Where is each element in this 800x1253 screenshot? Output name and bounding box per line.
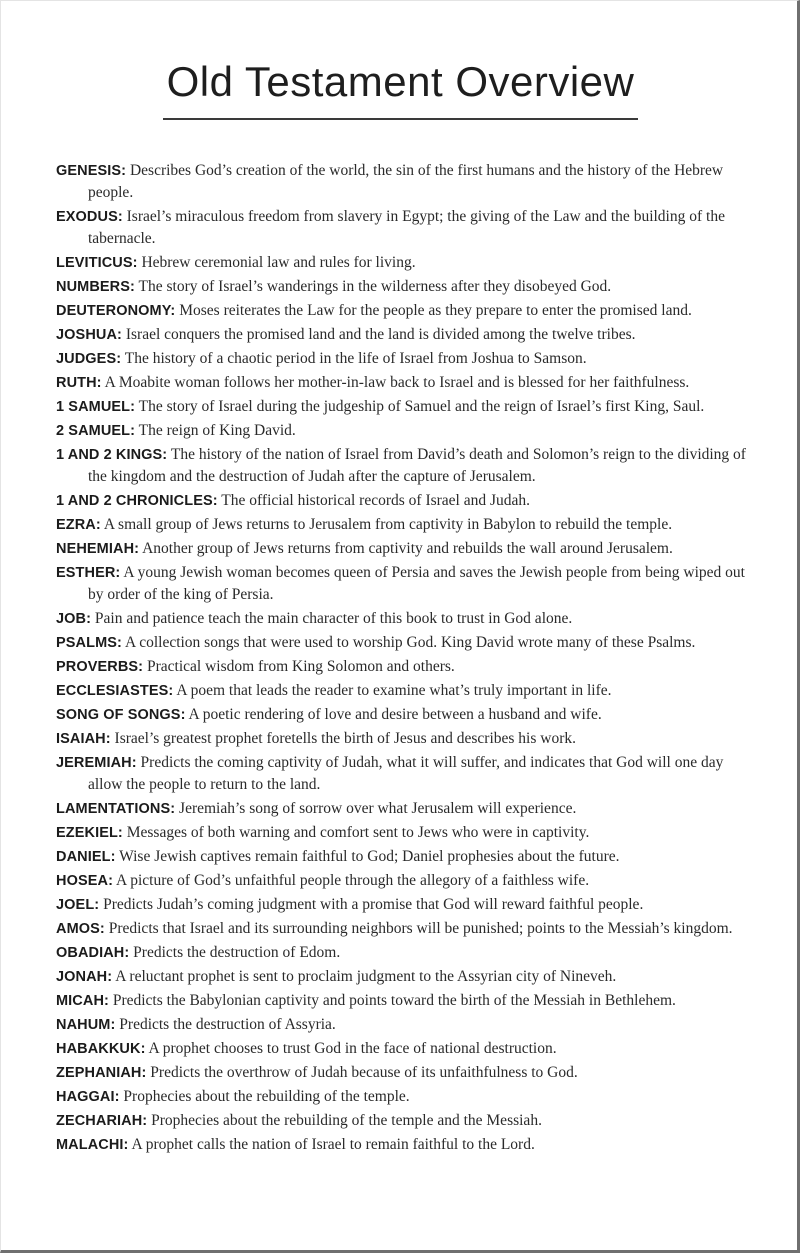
book-entry	[56, 1062, 750, 1084]
book-name: ZEPHANIAH:	[56, 1065, 147, 1082]
book-name: JEREMIAH:	[56, 755, 137, 772]
book-entry	[56, 206, 750, 250]
book-entry	[56, 300, 750, 322]
book-description: Predicts the coming captivity of Judah, what it will suffer, and indicates that God will one day allow the people to return to the land.	[88, 754, 724, 794]
book-name: JOEL:	[56, 897, 100, 914]
book-entry	[56, 656, 750, 678]
book-name: HOSEA:	[56, 873, 113, 890]
book-name: ECCLESIASTES:	[56, 683, 174, 700]
book-name: LEVITICUS:	[56, 255, 138, 272]
book-description: Predicts the destruction of Edom.	[133, 944, 341, 962]
book-entry	[56, 1110, 750, 1132]
book-entry	[56, 514, 750, 536]
book-description: The official historical records of Israel and Judah.	[221, 492, 531, 510]
book-name: EXODUS:	[56, 209, 123, 226]
book-description: Israel’s miraculous freedom from slavery in Egypt; the giving of the Law and the building of the tabernacle.	[88, 208, 725, 248]
book-description: Describes God’s creation of the world, the sin of the first humans and the history of the Hebrew people.	[88, 162, 724, 202]
book-name: OBADIAH:	[56, 945, 130, 962]
book-entry	[56, 1014, 750, 1036]
book-description: A Moabite woman follows her mother-in-law back to Israel and is blessed for her faithfulness.	[104, 374, 690, 392]
book-description: A reluctant prophet is sent to proclaim judgment to the Assyrian city of Nineveh.	[115, 968, 617, 986]
book-list	[56, 160, 750, 1156]
book-description: The history of the nation of Israel from David’s death and Solomon’s reign to the dividing of the kingdom and the destruction of Judah after the capture of Jerusalem.	[88, 446, 746, 486]
book-entry	[56, 252, 750, 274]
book-entry	[56, 990, 750, 1012]
book-name: DEUTERONOMY:	[56, 303, 176, 320]
book-name: NAHUM:	[56, 1017, 116, 1034]
book-name: PROVERBS:	[56, 659, 144, 676]
book-description: Wise Jewish captives remain faithful to God; Daniel prophesies about the future.	[119, 848, 620, 866]
book-name: GENESIS:	[56, 163, 127, 180]
book-name: MICAH:	[56, 993, 109, 1010]
book-name: JUDGES:	[56, 351, 122, 368]
book-entry	[56, 1134, 750, 1156]
book-name: ZECHARIAH:	[56, 1113, 148, 1130]
book-entry	[56, 562, 750, 606]
book-description: A prophet chooses to trust God in the face of national destruction.	[148, 1040, 557, 1058]
book-entry	[56, 420, 750, 442]
book-description: Prophecies about the rebuilding of the temple and the Messiah.	[151, 1112, 542, 1130]
book-entry	[56, 396, 750, 418]
book-name: HABAKKUK:	[56, 1041, 146, 1058]
book-entry	[56, 680, 750, 702]
book-name: ESTHER:	[56, 565, 121, 582]
book-name: 2 SAMUEL:	[56, 423, 136, 440]
book-description: Moses reiterates the Law for the people as they prepare to enter the promised land.	[179, 302, 692, 320]
book-description: A poem that leads the reader to examine what’s truly important in life.	[176, 682, 612, 700]
book-entry	[56, 728, 750, 750]
book-description: Another group of Jews returns from captivity and rebuilds the wall around Jerusalem.	[142, 540, 673, 558]
book-description: Predicts Judah’s coming judgment with a promise that God will reward faithful people.	[103, 896, 644, 914]
book-description: The history of a chaotic period in the life of Israel from Joshua to Samson.	[124, 350, 587, 368]
book-entry	[56, 704, 750, 726]
book-entry	[56, 798, 750, 820]
book-entry	[56, 608, 750, 630]
book-entry	[56, 372, 750, 394]
book-name: LAMENTATIONS:	[56, 801, 176, 818]
book-entry	[56, 752, 750, 796]
book-entry	[56, 966, 750, 988]
book-entry	[56, 444, 750, 488]
book-name: EZEKIEL:	[56, 825, 123, 842]
book-description: A collection songs that were used to worship God. King David wrote many of these Psalms.	[124, 634, 696, 652]
book-entry	[56, 348, 750, 370]
book-entry	[56, 942, 750, 964]
book-name: JOSHUA:	[56, 327, 122, 344]
book-description: A prophet calls the nation of Israel to remain faithful to the Lord.	[131, 1136, 535, 1154]
book-description: A small group of Jews returns to Jerusalem from captivity in Babylon to rebuild the temple.	[103, 516, 673, 534]
book-description: Jeremiah’s song of sorrow over what Jerusalem will experience.	[179, 800, 577, 818]
book-description: A poetic rendering of love and desire between a husband and wife.	[188, 706, 602, 724]
book-description: A picture of God’s unfaithful people through the allegory of a faithless wife.	[116, 872, 590, 890]
title-block	[56, 59, 745, 120]
book-entry	[56, 1086, 750, 1108]
book-name: EZRA:	[56, 517, 101, 534]
book-entry	[56, 894, 750, 916]
book-description: Messages of both warning and comfort sent to Jews who were in captivity.	[126, 824, 590, 842]
book-description: Hebrew ceremonial law and rules for living.	[141, 254, 416, 272]
book-description: The story of Israel’s wanderings in the wilderness after they disobeyed God.	[138, 278, 612, 296]
book-name: DANIEL:	[56, 849, 116, 866]
book-name: 1 AND 2 CHRONICLES:	[56, 493, 218, 510]
book-name: 1 SAMUEL:	[56, 399, 136, 416]
book-name: HAGGAI:	[56, 1089, 120, 1106]
book-entry	[56, 632, 750, 654]
book-description: Predicts that Israel and its surrounding neighbors will be punished; points to the Messiah’s kingdom.	[108, 920, 733, 938]
book-entry	[56, 846, 750, 868]
book-entry	[56, 276, 750, 298]
book-name: MALACHI:	[56, 1137, 129, 1154]
book-entry	[56, 918, 750, 940]
book-description: Pain and patience teach the main character of this book to trust in God alone.	[94, 610, 573, 628]
book-description: Prophecies about the rebuilding of the temple.	[123, 1088, 410, 1106]
book-entry	[56, 870, 750, 892]
book-entry	[56, 538, 750, 560]
book-description: Predicts the Babylonian captivity and points toward the birth of the Messiah in Bethlehem.	[112, 992, 676, 1010]
book-name: AMOS:	[56, 921, 105, 938]
book-entry	[56, 822, 750, 844]
book-description: A young Jewish woman becomes queen of Persia and saves the Jewish people from being wiped out by order of the king of Persia.	[88, 564, 745, 604]
book-name: SONG OF SONGS:	[56, 707, 186, 724]
book-description: Predicts the destruction of Assyria.	[119, 1016, 336, 1034]
book-entry	[56, 1038, 750, 1060]
book-name: ISAIAH:	[56, 731, 111, 748]
book-name: NEHEMIAH:	[56, 541, 140, 558]
book-entry	[56, 324, 750, 346]
book-description: Predicts the overthrow of Judah because of its unfaithfulness to God.	[150, 1064, 578, 1082]
book-description: Israel’s greatest prophet foretells the birth of Jesus and describes his work.	[114, 730, 576, 748]
book-description: Israel conquers the promised land and the land is divided among the twelve tribes.	[125, 326, 636, 344]
book-description: The reign of King David.	[138, 422, 296, 440]
book-description: Practical wisdom from King Solomon and others.	[146, 658, 455, 676]
book-name: JOB:	[56, 611, 92, 628]
book-entry	[56, 490, 750, 512]
page-title: Old Testament Overview	[163, 59, 639, 120]
book-entry	[56, 160, 750, 204]
book-name: NUMBERS:	[56, 279, 135, 296]
book-name: PSALMS:	[56, 635, 122, 652]
book-description: The story of Israel during the judgeship of Samuel and the reign of Israel’s first King, Saul.	[138, 398, 705, 416]
book-name: 1 AND 2 KINGS:	[56, 447, 168, 464]
book-name: RUTH:	[56, 375, 102, 392]
book-name: JONAH:	[56, 969, 113, 986]
